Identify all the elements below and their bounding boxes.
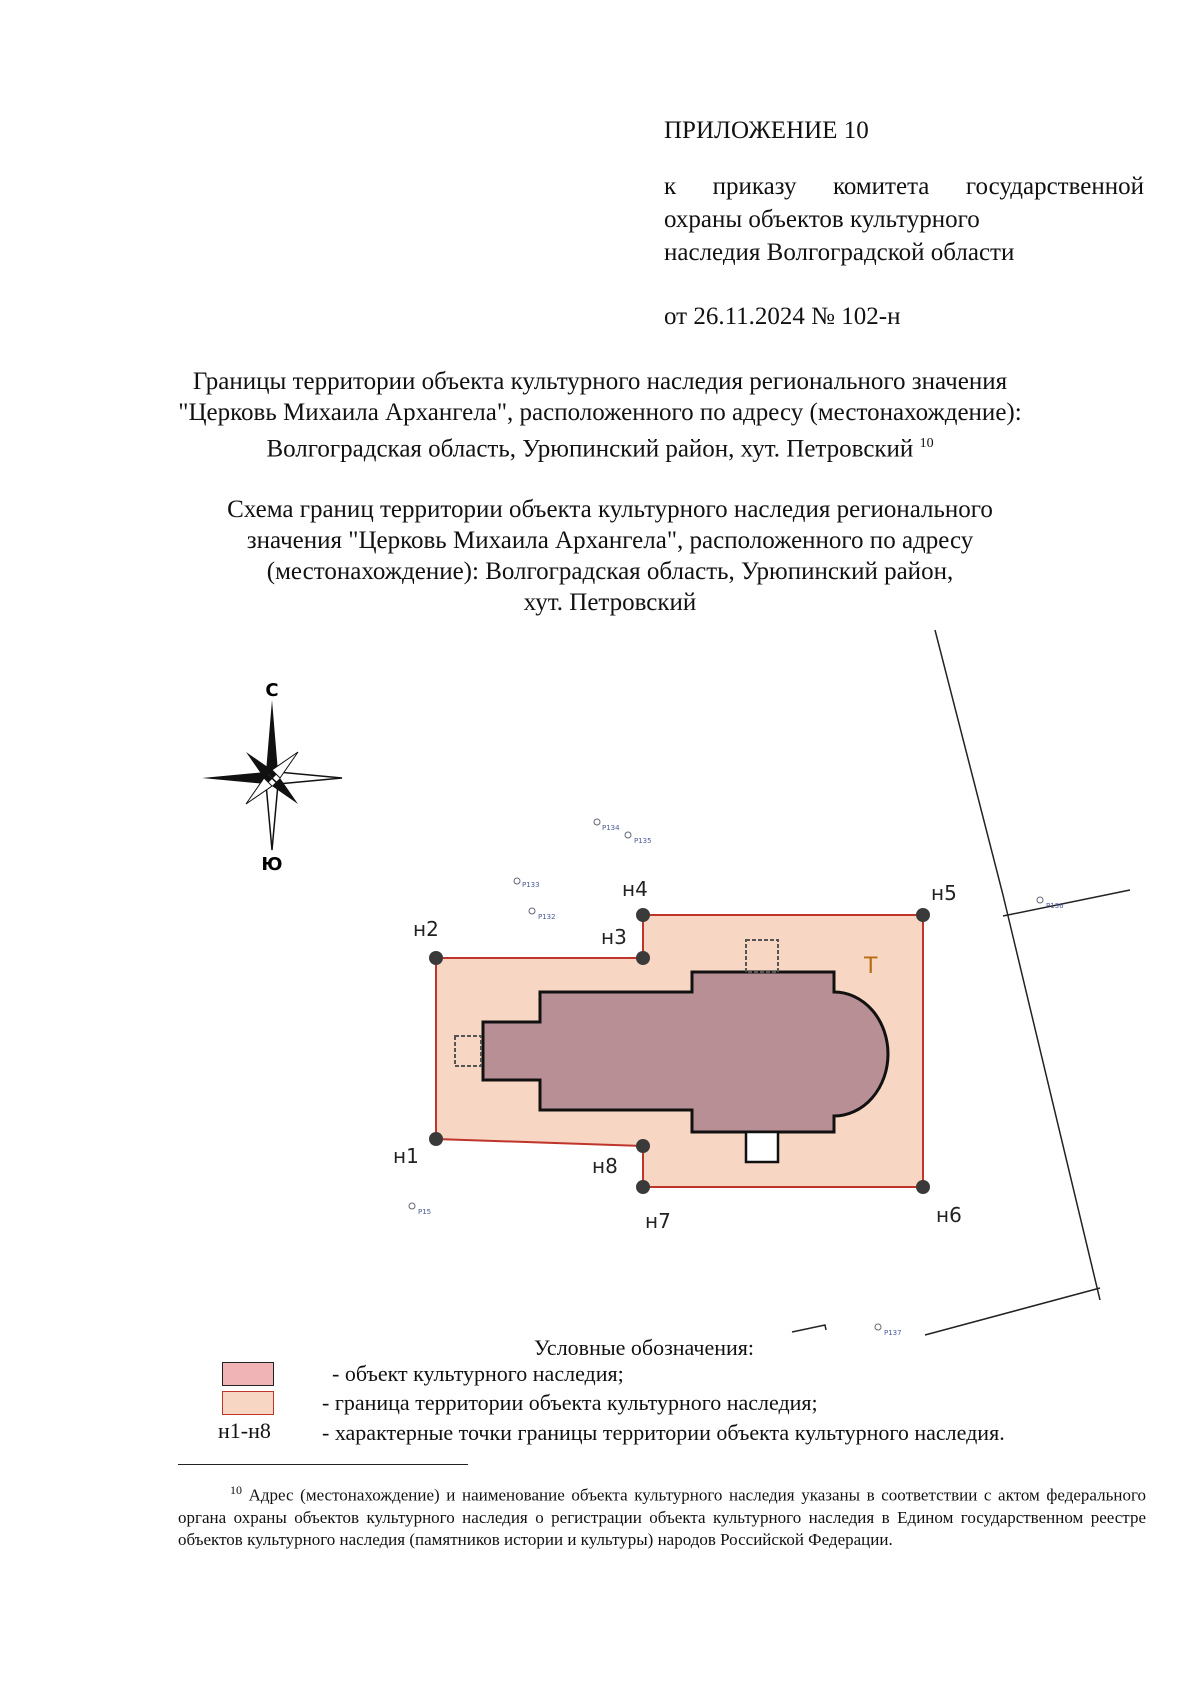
header-line-2: охраны объектов культурного <box>664 206 980 233</box>
title-line-3-wrap <box>60 428 1140 464</box>
boundary-point-n3 <box>636 951 650 965</box>
footnote-ref: 10 <box>919 436 934 451</box>
boundary-point-n2 <box>429 951 443 965</box>
survey-label-137: Р137 <box>884 1329 902 1337</box>
point-label-n6: н6 <box>936 1203 962 1227</box>
survey-mark <box>594 819 600 825</box>
legend-territory-text: - граница территории объекта культурного наследия; <box>322 1390 818 1415</box>
boundary-point-n4 <box>636 908 650 922</box>
road-line-east <box>935 630 1100 1300</box>
road-line-south <box>925 1288 1100 1335</box>
boundary-point-n7 <box>636 1180 650 1194</box>
survey-label-15: Р15 <box>418 1208 432 1216</box>
scheme-title-line-2: значения "Церковь Михаила Архангела", расположенного по адресу <box>246 527 974 554</box>
boundary-point-n6 <box>916 1180 930 1194</box>
territory-label: Т <box>864 954 878 979</box>
survey-label-135: Р135 <box>634 837 652 845</box>
survey-label-132: Р132 <box>538 913 556 921</box>
boundary-point-n1 <box>429 1132 443 1146</box>
order-date: от 26.11.2024 № 102-н <box>664 303 901 330</box>
header-order-block <box>664 170 1144 269</box>
survey-label-134: Р134 <box>602 824 620 832</box>
footnote-number: 10 <box>230 1483 242 1497</box>
point-label-n7: н7 <box>645 1209 671 1233</box>
title-line-3: Волгоградская область, Урюпинский район, хут. Петровский <box>266 435 914 463</box>
point-label-n5: н5 <box>931 881 957 905</box>
church-object <box>483 972 888 1132</box>
footnote-rule <box>178 1464 468 1465</box>
header-line-3: наследия Волгоградской области <box>664 239 1015 266</box>
point-label-n4: н4 <box>622 877 648 901</box>
survey-mark <box>529 908 535 914</box>
appendix-number: ПРИЛОЖЕНИЕ 10 <box>664 117 869 144</box>
survey-label-136: Р136 <box>1046 902 1064 910</box>
survey-mark <box>409 1203 415 1209</box>
legend-title: Условные обозначения: <box>534 1335 755 1360</box>
boundary-scheme-map <box>0 620 1200 1340</box>
legend-object-swatch <box>222 1362 274 1386</box>
title-line-1: Границы территории объекта культурного наследия регионального значения <box>192 368 1008 395</box>
survey-label-133: Р133 <box>522 881 540 889</box>
compass-south-label: Ю <box>261 854 283 875</box>
point-label-n8: н8 <box>592 1154 618 1178</box>
road-line-fragment <box>792 1325 826 1332</box>
boundary-point-n5 <box>916 908 930 922</box>
scheme-title-line-4: хут. Петровский <box>523 589 697 616</box>
legend-points-text: - характерные точки границы территории объекта культурного наследия. <box>322 1420 1005 1445</box>
legend-object-text: - объект культурного наследия; <box>332 1361 624 1386</box>
compass-rose-icon <box>202 680 342 875</box>
point-label-n3: н3 <box>601 925 627 949</box>
footnote-text: Адрес (местонахождение) и наименование объекта культурного наследия указаны в соответствии с актом федерального органа охраны объектов культурного наследия о регистрации объекта культурного наследия в Едином государственном реестре объектов культурного наследия (памятников истории и культуры) народов Российской Федерации. <box>178 1485 1146 1549</box>
point-label-n2: н2 <box>413 917 439 941</box>
road-line-branch <box>1003 890 1130 916</box>
title-line-2: "Церковь Михаила Архангела", расположенного по адресу (местонахождение): <box>178 399 1022 426</box>
legend-territory-swatch <box>222 1391 274 1415</box>
document-title <box>60 366 1140 464</box>
scheme-title-line-3: (местонахождение): Волгоградская область, Урюпинский район, <box>266 558 954 585</box>
survey-mark <box>514 878 520 884</box>
survey-mark <box>875 1324 881 1330</box>
legend-points-key: н1-н8 <box>218 1418 271 1443</box>
point-label-n1: н1 <box>393 1144 419 1168</box>
survey-mark <box>625 832 631 838</box>
footnote <box>178 1479 1146 1551</box>
survey-mark <box>1037 897 1043 903</box>
header-line-1: к приказу комитета государственной <box>664 173 1144 200</box>
porch-south <box>746 1132 778 1162</box>
boundary-point-n8 <box>636 1139 650 1153</box>
scheme-title <box>120 494 1100 618</box>
scheme-title-line-1: Схема границ территории объекта культурного наследия регионального <box>227 496 993 523</box>
compass-north-label: С <box>265 680 279 701</box>
